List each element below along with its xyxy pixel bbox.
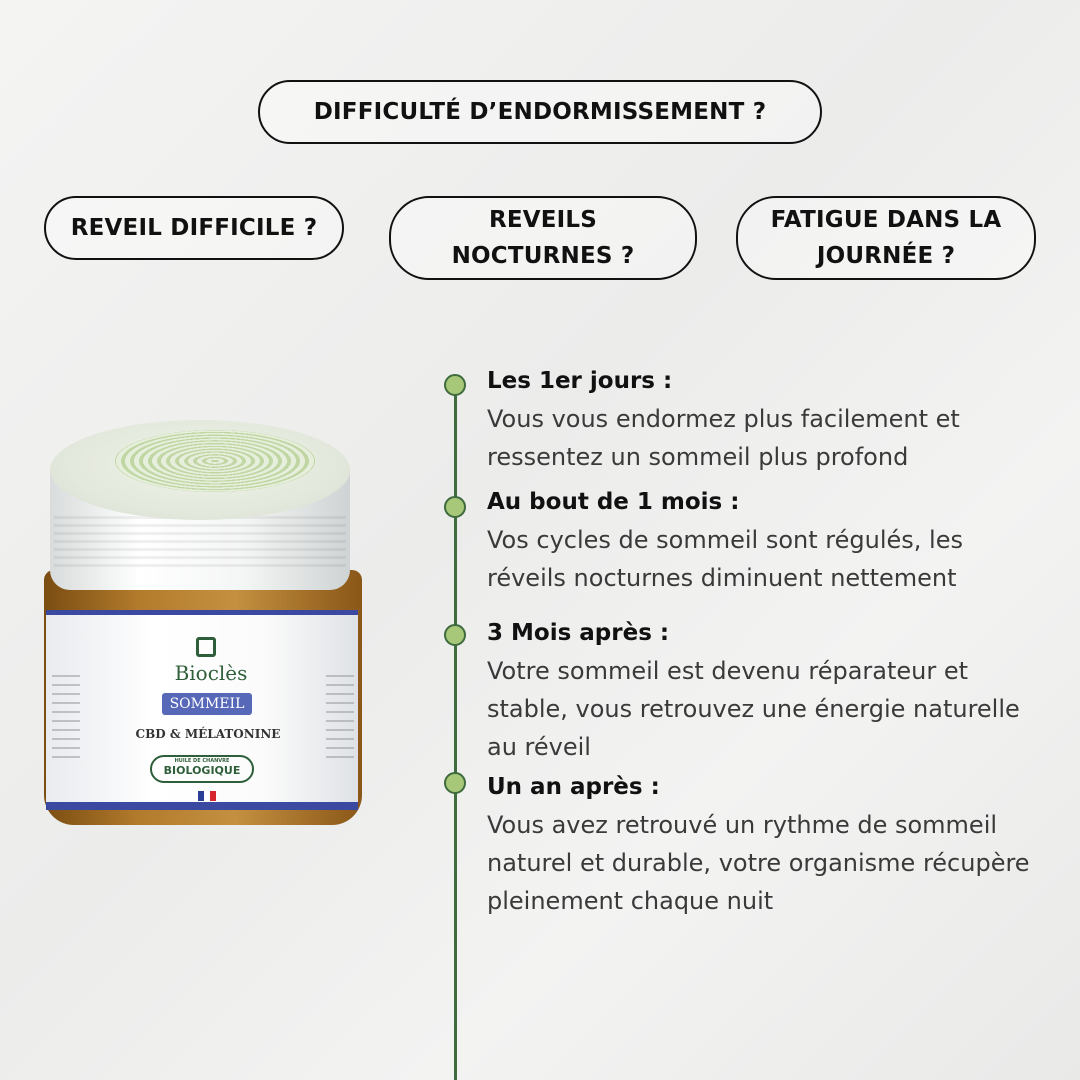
label-side-text-left <box>52 675 80 765</box>
step-text: Vos cycles de sommeil sont régulés, les réveils nocturnes diminuent nettement <box>487 526 963 592</box>
question-reveil-difficile <box>44 196 344 260</box>
question-text: FATIGUE DANS LA JOURNÉE ? <box>770 207 1002 269</box>
product-name-tag: SOMMEIL <box>162 693 252 715</box>
step-title: 3 Mois après : <box>487 620 670 646</box>
step-text: Vous avez retrouvé un rythme de sommeil naturel et durable, votre organisme récupère pleinement chaque nuit <box>487 811 1030 915</box>
question-text: DIFFICULTÉ D’ENDORMISSEMENT ? <box>313 99 767 125</box>
question-difficulte-endormissement <box>258 80 822 144</box>
step-text: Votre sommeil est devenu réparateur et stable, vous retrouvez une énergie naturelle au réveil <box>487 657 1020 761</box>
bio-badge <box>150 755 254 783</box>
question-text: REVEIL DIFFICILE ? <box>70 215 318 241</box>
timeline-line <box>454 384 457 1080</box>
jar-lid-ribs <box>54 516 346 568</box>
french-flag-icon <box>198 791 216 801</box>
timeline-dot <box>444 624 466 646</box>
product-jar-image <box>40 420 370 840</box>
timeline-dot <box>444 496 466 518</box>
lid-emblem-icon <box>115 430 315 492</box>
jar-lid-top <box>50 420 350 520</box>
product-label <box>46 610 358 810</box>
step-title: Un an après : <box>487 774 660 800</box>
timeline-step-2 <box>487 487 1047 597</box>
step-title: Au bout de 1 mois : <box>487 489 740 515</box>
brand-name: Bioclès <box>174 661 248 685</box>
question-fatigue-journee <box>736 196 1036 280</box>
brand-logo-icon <box>196 637 216 657</box>
label-side-text-right <box>326 675 354 765</box>
question-reveils-nocturnes <box>389 196 697 280</box>
question-text: REVEILS NOCTURNES ? <box>451 207 635 269</box>
timeline-step-3 <box>487 618 1047 766</box>
timeline-step-4 <box>487 772 1047 920</box>
timeline-dot <box>444 772 466 794</box>
bio-badge-small: HUILE DE CHANVRE <box>174 758 230 764</box>
timeline-step-1 <box>487 366 1047 476</box>
step-text: Vous vous endormez plus facilement et ressentez un sommeil plus profond <box>487 405 960 471</box>
step-title: Les 1er jours : <box>487 368 673 394</box>
bio-badge-main: BIOLOGIQUE <box>163 764 241 777</box>
product-subtitle: CBD & MÉLATONINE <box>135 727 281 741</box>
timeline-dot <box>444 374 466 396</box>
